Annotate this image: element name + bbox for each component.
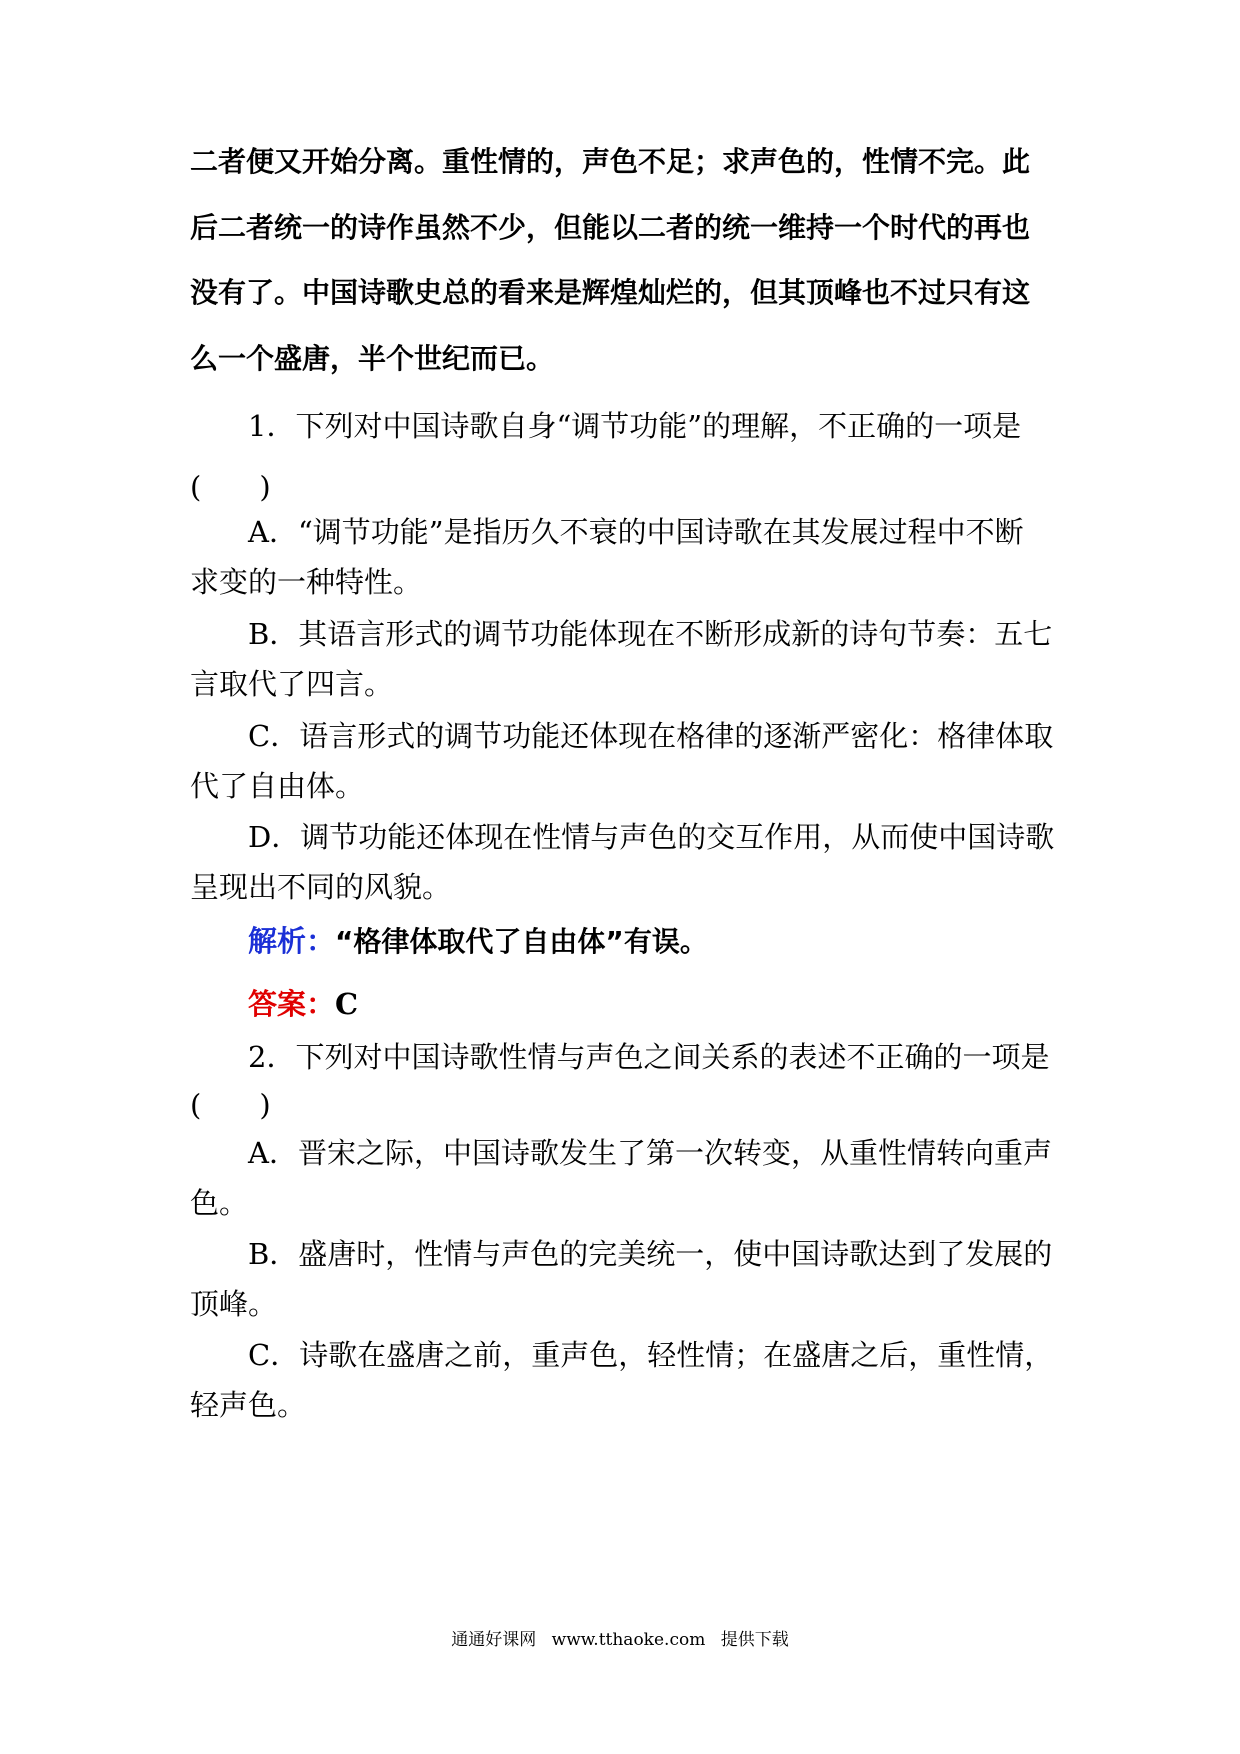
q1-option-a: A．“调节功能”是指历久不衰的中国诗歌在其发展过程中不断 [248, 515, 1024, 549]
q1-analysis [248, 921, 708, 962]
q1-option-b: B．其语言形式的调节功能体现在不断形成新的诗句节奏：五七 [248, 617, 1053, 651]
passage-line-3: 没有了。中国诗歌史总的看来是辉煌灿烂的，但其顶峰也不过只有这 [190, 276, 1031, 309]
q1-option-c-cont: 代了自由体。 [190, 769, 365, 803]
q2-option-b: B．盛唐时，性情与声色的完美统一，使中国诗歌达到了发展的 [248, 1237, 1053, 1271]
q2-option-b-cont: 顶峰。 [190, 1287, 278, 1321]
analysis-label: 解析： [248, 924, 336, 958]
q1-answer [248, 984, 358, 1025]
answer-text: C [335, 987, 359, 1021]
q2-option-a: A．晋宋之际，中国诗歌发生了第一次转变，从重性情转向重声 [248, 1136, 1052, 1170]
q1-option-d-cont: 呈现出不同的风貌。 [190, 870, 452, 904]
q2-option-c-cont: 轻声色。 [190, 1388, 307, 1422]
q1-option-b-cont: 言取代了四言。 [190, 667, 394, 701]
analysis-text: “格律体取代了自由体”有误。 [335, 925, 708, 958]
q2-stem: 2．下列对中国诗歌性情与声色之间关系的表述不正确的一项是 [248, 1040, 1050, 1074]
footer-site-name: 通通好课网 [451, 1630, 537, 1650]
q1-option-d: D．调节功能还体现在性情与声色的交互作用，从而使中国诗歌 [248, 820, 1055, 854]
q2-option-a-cont: 色。 [190, 1186, 249, 1220]
page-footer [0, 1628, 1240, 1652]
passage-line-2: 后二者统一的诗作虽然不少，但能以二者的统一维持一个时代的再也 [190, 211, 1031, 244]
footer-note: 提供下载 [720, 1630, 789, 1650]
answer-label: 答案： [248, 987, 336, 1021]
q1-stem: 1．下列对中国诗歌自身“调节功能”的理解，不正确的一项是 [248, 409, 1022, 443]
passage-line-4: 么一个盛唐，半个世纪而已。 [190, 342, 555, 375]
q1-option-c: C．语言形式的调节功能还体现在格律的逐渐严密化：格律体取 [248, 719, 1054, 753]
q1-option-a-cont: 求变的一种特性。 [190, 565, 423, 599]
passage-line-1: 二者便又开始分离。重性情的，声色不足；求声色的，性情不完。此 [190, 145, 1031, 178]
q2-option-c: C．诗歌在盛唐之前，重声色，轻性情；在盛唐之后，重性情， [248, 1338, 1054, 1372]
q2-blank: ( ) [190, 1088, 271, 1122]
q1-blank: ( ) [190, 470, 271, 504]
footer-url[interactable]: www.tthaoke.com [551, 1630, 706, 1650]
